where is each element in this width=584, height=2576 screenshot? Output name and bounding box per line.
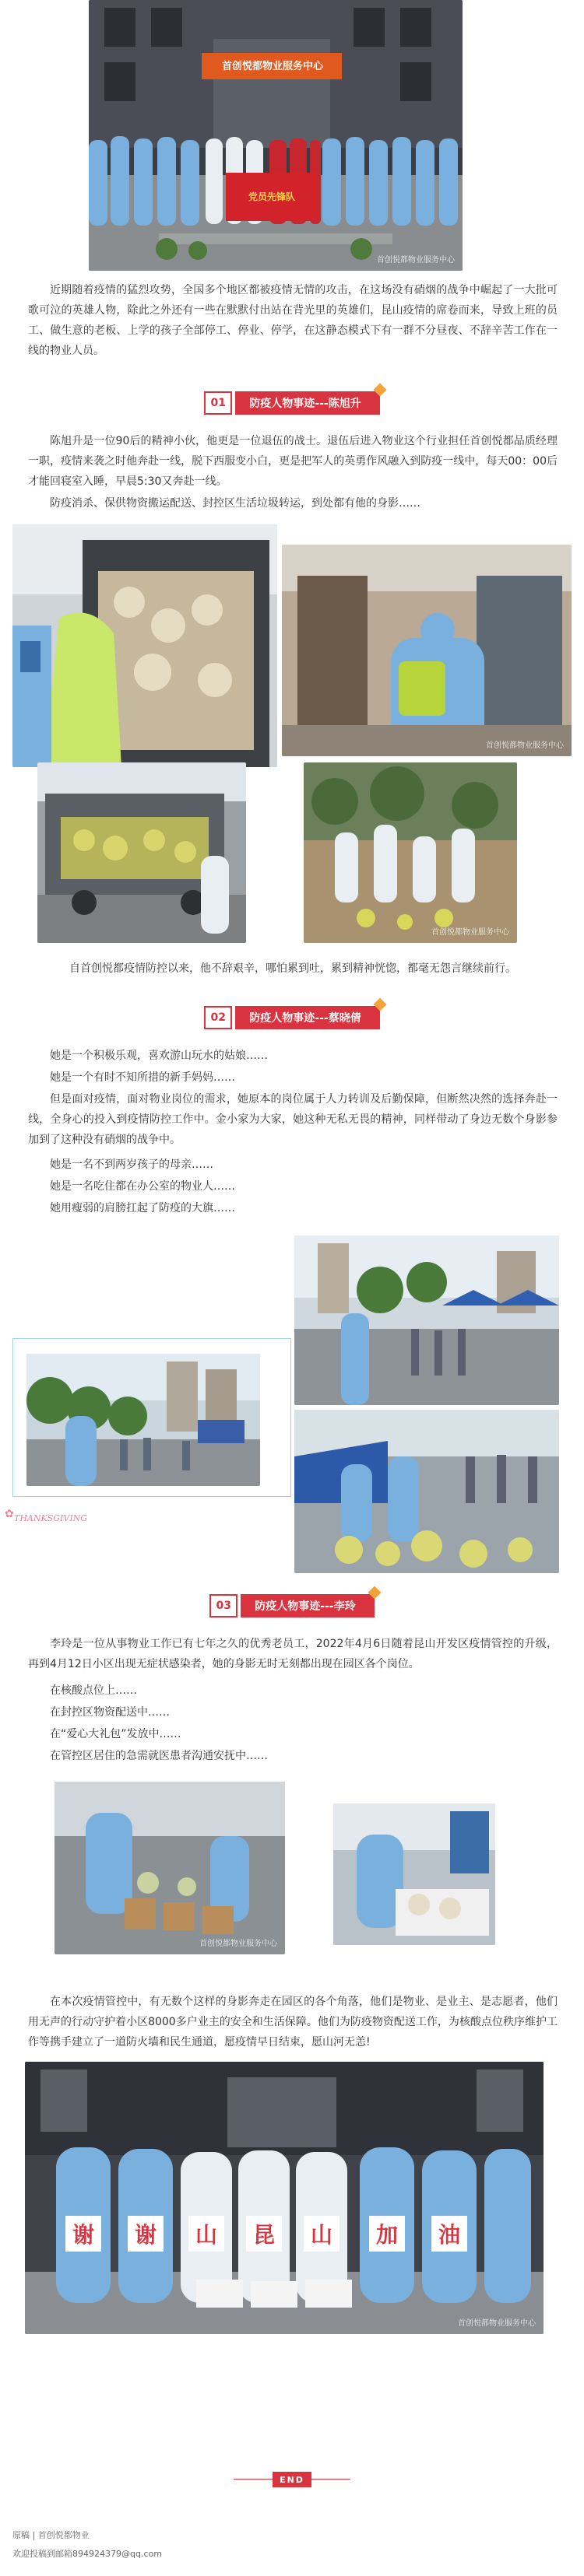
photo-watermark: 首创悦都物业服务中心 <box>199 1940 277 1948</box>
footer-contact-email[interactable]: 欢迎投稿到邮箱894924379@qq.com <box>12 2549 162 2559</box>
photo-tent-queue <box>294 1235 559 1405</box>
banner-char: 谢 <box>128 2216 164 2252</box>
section-01-header <box>0 387 584 419</box>
photo-supply-bags <box>294 1410 559 1573</box>
section-03-line-4: 在管控区居住的急需就医患者沟通安抚中…… <box>50 1750 268 1762</box>
banner-char: 昆 <box>246 2216 282 2252</box>
photo-nucleic-test-site <box>26 1354 260 1486</box>
section-03-paragraph: 李玲是一位从事物业工作已有七年之久的优秀老员工，2022年4月6日随着昆山开发区疫情管控的升级，再到4月12日小区出现无症状感染者，她的身影无时无刻都出现在园区各个岗位。 <box>28 1638 558 1670</box>
section-03-line-1: 在核酸点位上…… <box>50 1684 137 1697</box>
section-03-number: 03 <box>209 1594 237 1617</box>
photo-gift-packages <box>55 1782 285 1954</box>
photo-registration-desk <box>333 1803 495 1945</box>
banner-char: 谢 <box>65 2216 101 2252</box>
banner-char-row <box>25 2216 544 2255</box>
photo-watermark: 首创悦都物业服务中心 <box>486 741 564 750</box>
party-flag-text: 党员先锋队 <box>248 191 295 202</box>
outro-paragraph: 在本次疫情管控中，有无数个这样的身影奔走在园区的各个角落，他们是物业、是业主、是志愿者，他们用无声的行动守护着小区8000多户业主的安全和生活保障。他们为防疫物资配送工作，为核酸点位秩序维护工作等携手建立了一道防火墙和民生通道，愿疫情早日结束，愿山河无恙! <box>28 1996 558 2049</box>
section-03-title: 防疫人物事迹---李玲 <box>241 1594 374 1617</box>
section-01-number: 01 <box>204 391 232 415</box>
end-marker <box>0 2470 584 2489</box>
flower-icon: ✿ <box>5 1508 14 1520</box>
banner-char: 山 <box>188 2216 224 2252</box>
section-02-line-1: 她是一个积极乐观，喜欢游山玩水的姑娘…… <box>50 1050 268 1062</box>
photo-truck-supplies <box>37 762 246 943</box>
photo-watermark: 首创悦都物业服务中心 <box>431 928 509 937</box>
section-02-title: 防疫人物事迹---蔡晓倩 <box>235 1006 379 1029</box>
section-02-header <box>0 1002 584 1033</box>
section-02-paragraph: 但是面对疫情，面对物业岗位的需求，她原本的岗位属于人力转训及后勤保障，但断然决然的选择奔赴一线，全身心的投入到疫情防控工作中。金小家为大家，她这种无私无畏的精神，同样带动了身边无数个身影参加到了这种没有硝烟的战争中。 <box>28 1093 558 1146</box>
intro-paragraph: 近期随着疫情的猛烈攻势，全国多个地区都被疫情无情的攻击，在这场没有硝烟的战争中崛起了一大批可歌可泣的英雄人物，除此之外还有一些在默默付出站在背光里的英雄们，昆山疫情的席卷而来，导致上班的员工、做生意的老板、上学的孩子全部停工、停业、停学，在这静态模式下有一群不分昼夜、不辞辛苦工作在一线的物业人员。 <box>28 284 558 357</box>
section-01-paragraph-2: 防疫消杀、保供物资搬运配送、封控区生活垃圾转运，到处都有他的身影…… <box>50 497 420 510</box>
building-sign-text: 首创悦都物业服务中心 <box>221 61 323 72</box>
section-03-line-3: 在“爱心大礼包”发放中…… <box>50 1728 181 1740</box>
section-02-number: 02 <box>204 1006 232 1029</box>
thanksgiving-text: THANKSGIVING <box>14 1513 88 1523</box>
photo-van-loading <box>12 524 277 767</box>
section-01-closing: 自首创悦都疫情防控以来，他不辞艰辛，哪怕累到吐，累到精神恍惚，都毫无怨言继续前行。 <box>69 962 516 975</box>
photo-watermark: 首创悦都物业服务中心 <box>458 2319 536 2328</box>
section-03-line-2: 在封控区物资配送中…… <box>50 1706 170 1719</box>
top-group-photo <box>89 0 463 271</box>
section-02-line-4: 她是一名吃住都在办公室的物业人…… <box>50 1180 235 1193</box>
footer-source: 原稿 | 首创悦都物业 <box>12 2530 90 2540</box>
section-02-line-5: 她用瘦弱的肩膀扛起了防疫的大旗…… <box>50 1202 235 1214</box>
section-03-header <box>0 1590 584 1621</box>
photo-disinfecting-doorway <box>282 545 572 756</box>
section-02-line-3: 她是一名不到两岁孩子的母亲…… <box>50 1158 213 1171</box>
section-02-line-2: 她是一个有时不知所措的新手妈妈…… <box>50 1071 235 1084</box>
photo-watermark: 首创悦都物业服务中心 <box>377 256 455 265</box>
bottom-team-photo <box>25 2062 544 2334</box>
section-01-paragraph-1: 陈旭升是一位90后的精神小伙，他更是一位退伍的战士。退伍后进入物业这个行业担任首创悦都品质经理一职，疫情来袭之时他奔赴一线，脱下西服变小白，更是把军人的英勇作风融入到防疫一线中，每天00：00后才能回寝室入睡，早晨5:30又奔赴一线。 <box>28 435 558 488</box>
end-label: END <box>273 2472 311 2487</box>
banner-char: 山 <box>304 2216 339 2252</box>
photo-garbage-transfer <box>304 762 517 943</box>
section-01-title: 防疫人物事迹---陈旭升 <box>235 391 379 415</box>
banner-char: 油 <box>431 2216 467 2252</box>
banner-char: 加 <box>369 2216 405 2252</box>
